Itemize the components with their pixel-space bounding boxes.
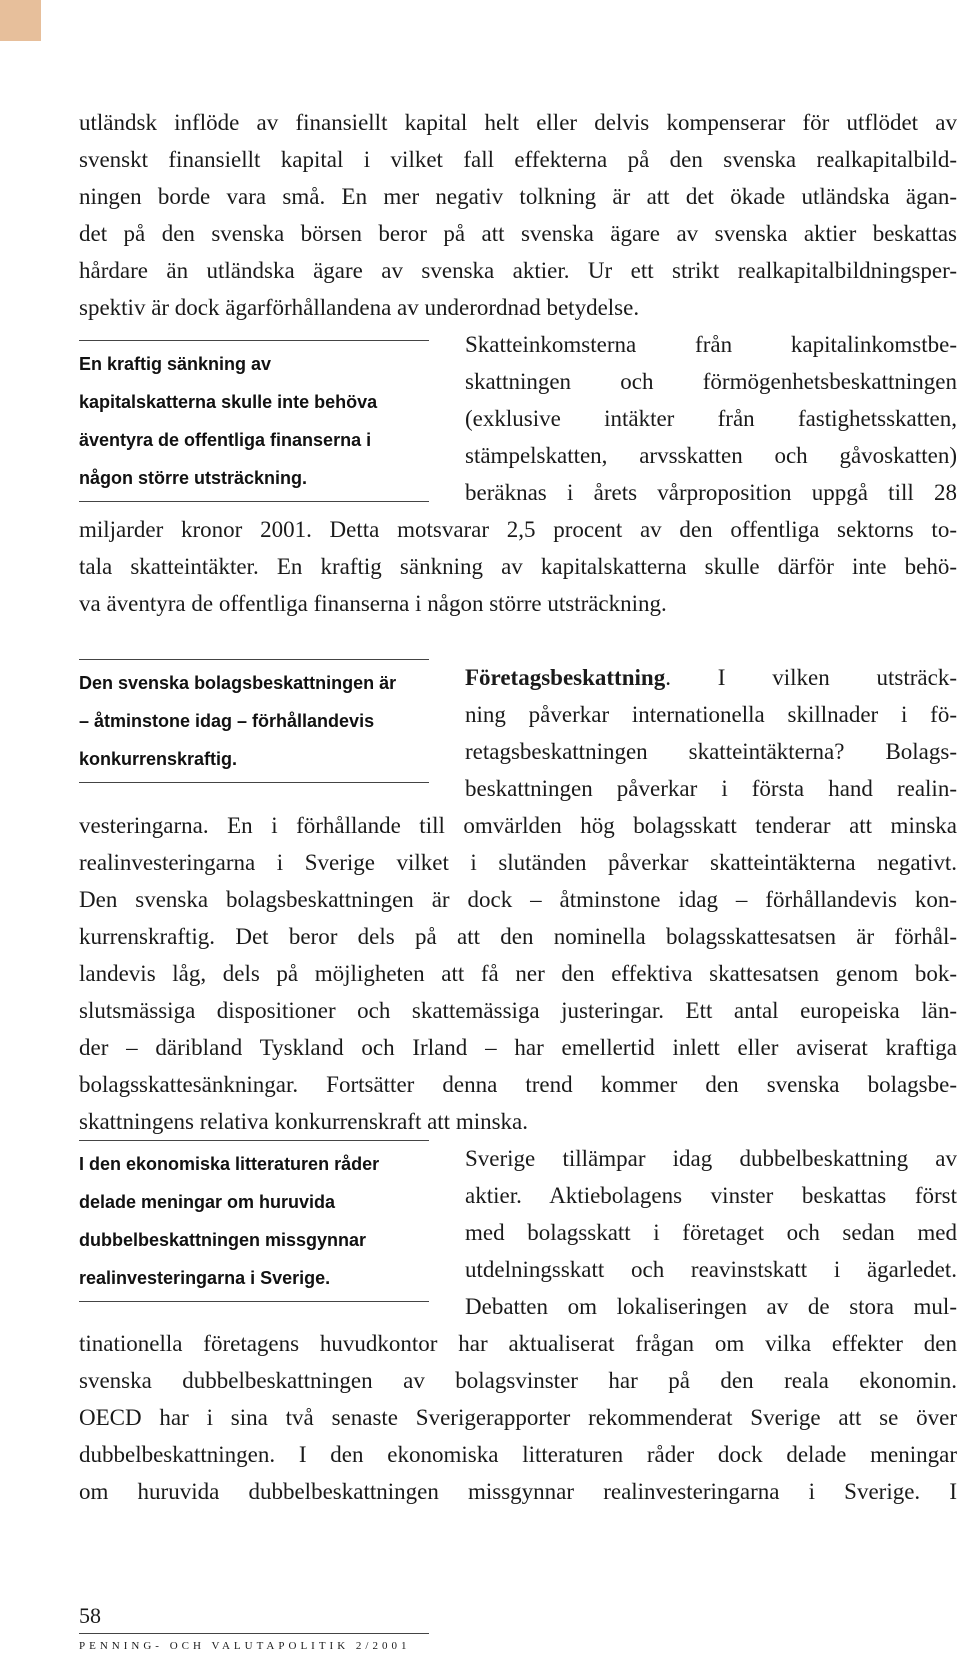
- text-line: beskattningen påverkar i första hand realin-: [465, 776, 957, 801]
- text-line: ning påverkar internationella skillnader i fö-: [465, 702, 957, 727]
- section-gap: [79, 622, 957, 659]
- section-foretagsbeskattning: [79, 659, 957, 1140]
- pull-quote: [79, 659, 429, 783]
- pull-quote-line: kapitalskatterna skulle inte behöva: [79, 392, 378, 412]
- pull-quote-line: dubbelbeskattningen missgynnar: [79, 1230, 367, 1250]
- text-line: (exklusive intäkter från fastighetsskatten,: [465, 406, 957, 431]
- text-line: kurrenskraftig. Det beror dels på att den nominella bolagsskattesatsen är förhål-: [79, 924, 957, 949]
- pull-quote-line: – åtminstone idag – förhållandevis: [79, 711, 375, 731]
- text-line: spektiv är dock ägarförhållandena av underordnad betydelse.: [79, 295, 640, 320]
- text-line: slutsmässiga dispositioner och skattemässiga justeringar. Ett antal europeiska län-: [79, 998, 957, 1023]
- text-line: dubbelbeskattningen. I den ekonomiska litteraturen råder dock delade meningar: [79, 1442, 957, 1467]
- journal-title: PENNING- OCH VALUTAPOLITIK 2/2001: [79, 1640, 411, 1652]
- pull-quote-line: realinvesteringarna i Sverige.: [79, 1268, 331, 1288]
- paragraph-2: [79, 326, 957, 622]
- text-line: tinationella företagens huvudkontor har aktualiserat frågan om vilka effekter den: [79, 1331, 957, 1356]
- text-line: utländsk inflöde av finansiellt kapital helt eller delvis kompenserar för utflödet av: [79, 110, 957, 135]
- text-line: stämpelskatten, arvsskatten och gåvoskatten): [465, 443, 957, 468]
- text-line: aktier. Aktiebolagens vinster beskattas först: [465, 1183, 957, 1208]
- text-line: [465, 659, 957, 696]
- text-line: beräknas i årets vårproposition uppgå till 28: [465, 480, 957, 505]
- text-line: om huruvida dubbelbeskattningen missgynnar realinvesteringarna i Sverige. I: [79, 1479, 957, 1504]
- section-heading: Företagsbeskattning: [465, 665, 666, 690]
- pull-quote-line: någon större utsträckning.: [79, 468, 308, 488]
- page-number: 58: [79, 1603, 101, 1628]
- pull-quote-line: äventyra de offentliga finanserna i: [79, 430, 372, 450]
- text-line: hårdare än utländska ägare av svenska aktier. Ur ett strikt realkapitalbildningsper-: [79, 258, 957, 283]
- pull-quote-line: Den svenska bolagsbeskattningen är: [79, 673, 397, 693]
- text-line: Debatten om lokaliseringen av de stora mul-: [465, 1294, 957, 1319]
- text-line: retagsbeskattningen skatteintäkterna? Bolags-: [465, 739, 957, 764]
- text-line: va äventyra de offentliga finanserna i någon större utsträckning.: [79, 591, 667, 616]
- pull-quote: [79, 1140, 429, 1302]
- text-line: bolagsskattesänkningar. Fortsätter denna trend kommer den svenska bolagsbe-: [79, 1072, 957, 1097]
- text-line: landevis låg, dels på möjligheten att få ner den effektiva skattesatsen genom bok-: [79, 961, 957, 986]
- text-line: tala skatteintäkter. En kraftig sänkning av kapitalskatterna skulle därför inte behö-: [79, 554, 957, 579]
- page-body: [79, 104, 957, 1510]
- text-line: vesteringarna. En i förhållande till omvärlden hög bolagsskatt tenderar att minska: [79, 813, 957, 838]
- text-line: skattningen och förmögenhetsbeskattningen: [465, 369, 957, 394]
- text-line: Sverige tillämpar idag dubbelbeskattning av: [465, 1146, 957, 1171]
- corner-tab: [0, 0, 41, 41]
- pull-quote: [79, 340, 429, 502]
- text-line: ningen borde vara små. En mer negativ tolkning är att det ökade utländska ägan-: [79, 184, 957, 209]
- pull-quote-line: konkurrenskraftig.: [79, 749, 238, 769]
- text-line: Den svenska bolagsbeskattningen är dock – åtminstone idag – förhållandevis kon-: [79, 887, 957, 912]
- text-line: der – däribland Tyskland och Irland – har emellertid inlett eller aviserat kraftiga: [79, 1035, 957, 1060]
- pull-quote-line: En kraftig sänkning av: [79, 354, 272, 374]
- pull-quote-line: I den ekonomiska litteraturen råder: [79, 1154, 380, 1174]
- text-line: OECD har i sina två senaste Sverigerapporter rekommenderat Sverige att se över: [79, 1405, 957, 1430]
- text-line: skattningens relativa konkurrenskraft att minska.: [79, 1109, 529, 1134]
- text-line: med bolagsskatt i företaget och sedan med: [465, 1220, 957, 1245]
- text-line: utdelningsskatt och reavinstskatt i ägarledet.: [465, 1257, 957, 1282]
- text-line: Skatteinkomsterna från kapitalinkomstbe-: [465, 332, 957, 357]
- text-fragment: . I vilken utsträck-: [665, 665, 957, 690]
- pull-quote-line: delade meningar om huruvida: [79, 1192, 336, 1212]
- paragraph-1: [79, 104, 957, 326]
- text-line: det på den svenska börsen beror på att svenska ägare av svenska aktier beskattas: [79, 221, 957, 246]
- text-line: miljarder kronor 2001. Detta motsvarar 2,5 procent av den offentliga sektorns to-: [79, 517, 957, 542]
- text-line: realinvesteringarna i Sverige vilket i slutänden påverkar skatteintäkterna negativt.: [79, 850, 957, 875]
- text-line: svenskt finansiellt kapital i vilket fall effekterna på den svenska realkapitalbild-: [79, 147, 957, 172]
- paragraph-4: [79, 1140, 957, 1510]
- footer-divider: [79, 1633, 429, 1634]
- text-line: svenska dubbelbeskattningen av bolagsvinster har på den reala ekonomin.: [79, 1368, 957, 1393]
